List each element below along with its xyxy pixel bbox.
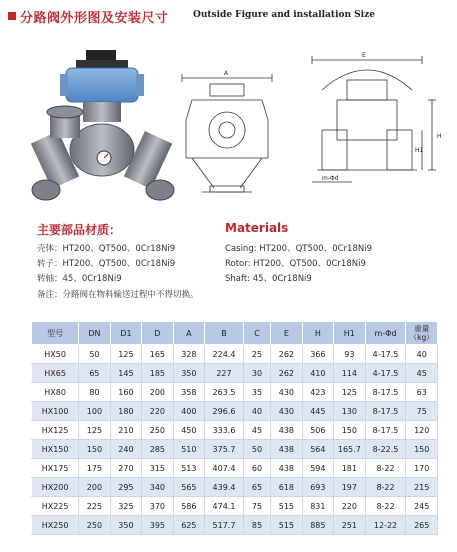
table-cell: 25 [243, 345, 270, 364]
table-row [32, 402, 438, 421]
table-row [32, 497, 438, 516]
table-cell: HX225 [32, 497, 79, 516]
col-b: B [205, 322, 244, 345]
table-cell: 8-22 [365, 459, 406, 478]
material-shaft-en: Shaft: 45、0Cr18Ni9 [225, 274, 312, 284]
table-cell: 328 [173, 345, 204, 364]
table-cell: 265 [406, 516, 438, 535]
table-cell: 80 [79, 383, 110, 402]
title-chinese: 分路阀外形图及安装尺寸 [20, 11, 169, 26]
material-rotor-en: Rotor: HT200、QT500、0Cr18Ni9 [225, 259, 366, 269]
table-cell: 181 [334, 459, 365, 478]
table-cell: 40 [406, 345, 438, 364]
col-c: C [243, 322, 270, 345]
table-cell: 285 [142, 440, 173, 459]
table-cell: 120 [406, 421, 438, 440]
table-cell: 245 [406, 497, 438, 516]
table-cell: 262 [271, 364, 302, 383]
table-cell: 165 [142, 345, 173, 364]
table-cell: 63 [406, 383, 438, 402]
table-cell: 586 [173, 497, 204, 516]
table-cell: 517.7 [205, 516, 244, 535]
table-cell: 564 [302, 440, 333, 459]
table-cell: 200 [142, 383, 173, 402]
table-cell: 296.6 [205, 402, 244, 421]
table-cell: HX200 [32, 478, 79, 497]
table-row [32, 421, 438, 440]
table-cell: 8-17.5 [365, 421, 406, 440]
table-cell: 150 [79, 440, 110, 459]
materials-title-cn: 主要部品材质： [37, 223, 122, 237]
col-a: A [173, 322, 204, 345]
table-row [32, 345, 438, 364]
table-cell: 160 [110, 383, 141, 402]
table-cell: 438 [271, 421, 302, 440]
table-cell: 85 [243, 516, 270, 535]
table-cell: 197 [334, 478, 365, 497]
table-cell: 438 [271, 459, 302, 478]
dim-md: m-Φd [322, 175, 339, 182]
table-cell: 474.1 [205, 497, 244, 516]
col-bolt: m-Φd [365, 322, 406, 345]
table-cell: 250 [79, 516, 110, 535]
table-cell: 515 [271, 516, 302, 535]
dim-h: H [437, 133, 442, 140]
table-cell: 270 [110, 459, 141, 478]
dim-h1: H1 [415, 147, 424, 154]
table-cell: 333.6 [205, 421, 244, 440]
table-cell: 60 [243, 459, 270, 478]
table-cell: 185 [142, 364, 173, 383]
col-d: D [142, 322, 173, 345]
col-h1: H1 [334, 322, 365, 345]
table-cell: 263.5 [205, 383, 244, 402]
table-cell: 295 [110, 478, 141, 497]
table-cell: 8-17.5 [365, 383, 406, 402]
table-cell: 410 [302, 364, 333, 383]
table-cell: 506 [302, 421, 333, 440]
col-dn: DN [79, 322, 110, 345]
page-header [8, 6, 453, 28]
table-cell: 439.4 [205, 478, 244, 497]
table-cell: 4-17.5 [365, 345, 406, 364]
table-cell: 210 [110, 421, 141, 440]
table-cell: 130 [334, 402, 365, 421]
table-cell: 513 [173, 459, 204, 478]
table-cell: 150 [406, 440, 438, 459]
table-cell: 65 [243, 478, 270, 497]
table-row [32, 440, 438, 459]
table-cell: 220 [142, 402, 173, 421]
table-cell: 400 [173, 402, 204, 421]
material-casing-en: Casing: HT200、QT500、0Cr18Ni9 [225, 244, 372, 254]
table-cell: 65 [79, 364, 110, 383]
table-cell: 445 [302, 402, 333, 421]
table-cell: 93 [334, 345, 365, 364]
table-cell: HX80 [32, 383, 79, 402]
table-row [32, 459, 438, 478]
col-h: H [302, 322, 333, 345]
table-cell: 358 [173, 383, 204, 402]
table-cell: 200 [79, 478, 110, 497]
table-cell: 831 [302, 497, 333, 516]
table-cell: 450 [173, 421, 204, 440]
table-cell: 8-22.5 [365, 440, 406, 459]
table-cell: 220 [334, 497, 365, 516]
red-square-bullet-icon [8, 12, 16, 20]
table-cell: 50 [243, 440, 270, 459]
col-e: E [271, 322, 302, 345]
table-cell: 325 [110, 497, 141, 516]
table-cell: 150 [334, 421, 365, 440]
materials-title-en: Materials [225, 221, 289, 235]
table-cell: 215 [406, 478, 438, 497]
table-cell: 375.7 [205, 440, 244, 459]
table-cell: 225 [79, 497, 110, 516]
table-cell: 395 [142, 516, 173, 535]
table-cell: 407.4 [205, 459, 244, 478]
table-cell: 423 [302, 383, 333, 402]
table-cell: 625 [173, 516, 204, 535]
dim-a: A [224, 70, 229, 77]
table-cell: 430 [271, 383, 302, 402]
table-cell: 340 [142, 478, 173, 497]
table-cell: 35 [243, 383, 270, 402]
table-cell: 45 [406, 364, 438, 383]
table-cell: 165.7 [334, 440, 365, 459]
table-cell: 618 [271, 478, 302, 497]
table-cell: 125 [110, 345, 141, 364]
table-cell: HX175 [32, 459, 79, 478]
title-english: Outside Figure and installation Size [193, 10, 375, 20]
table-cell: 693 [302, 478, 333, 497]
material-casing-cn: 壳体：HT200、QT500、0Cr18Ni9 [37, 244, 176, 254]
table-cell: 75 [243, 497, 270, 516]
table-cell: 8-22 [365, 497, 406, 516]
table-cell: 40 [243, 402, 270, 421]
table-cell: 350 [110, 516, 141, 535]
table-cell: 125 [334, 383, 365, 402]
outline-drawing [172, 40, 452, 200]
table-cell: 565 [173, 478, 204, 497]
table-cell: 240 [110, 440, 141, 459]
table-cell: 594 [302, 459, 333, 478]
table-cell: 250 [142, 421, 173, 440]
dimension-table [31, 321, 438, 535]
table-cell: HX250 [32, 516, 79, 535]
table-row [32, 383, 438, 402]
table-header-row [32, 322, 438, 345]
table-cell: 885 [302, 516, 333, 535]
materials-note-cn: 备注：分路阀在物料输送过程中不得切换。 [37, 290, 199, 300]
table-cell: 350 [173, 364, 204, 383]
table-cell: HX65 [32, 364, 79, 383]
table-cell: 170 [406, 459, 438, 478]
table-cell: 510 [173, 440, 204, 459]
material-rotor-cn: 转子：HT200、QT500、0Cr18Ni9 [37, 259, 176, 269]
table-cell: 315 [142, 459, 173, 478]
col-d1: D1 [110, 322, 141, 345]
table-cell: 180 [110, 402, 141, 421]
table-cell: 12-22 [365, 516, 406, 535]
table-cell: 8-22 [365, 478, 406, 497]
dim-e: E [362, 52, 366, 59]
table-cell: 8-17.5 [365, 402, 406, 421]
table-cell: 438 [271, 440, 302, 459]
table-cell: 4-17.5 [365, 364, 406, 383]
table-cell: 262 [271, 345, 302, 364]
table-cell: 515 [271, 497, 302, 516]
table-row [32, 516, 438, 535]
table-row [32, 478, 438, 497]
valve-photo [28, 40, 178, 205]
table-row [32, 364, 438, 383]
table-cell: 125 [79, 421, 110, 440]
table-cell: 430 [271, 402, 302, 421]
table-cell: 45 [243, 421, 270, 440]
table-cell: 100 [79, 402, 110, 421]
table-cell: 227 [205, 364, 244, 383]
col-weight: 重量 （kg） [406, 322, 438, 345]
material-shaft-cn: 转轴：45、0Cr18Ni9 [37, 274, 122, 284]
table-cell: HX150 [32, 440, 79, 459]
table-cell: 175 [79, 459, 110, 478]
table-cell: 224.4 [205, 345, 244, 364]
table-cell: 145 [110, 364, 141, 383]
table-cell: 75 [406, 402, 438, 421]
table-cell: 50 [79, 345, 110, 364]
table-cell: 370 [142, 497, 173, 516]
table-cell: HX100 [32, 402, 79, 421]
table-cell: 366 [302, 345, 333, 364]
table-cell: HX125 [32, 421, 79, 440]
table-cell: 30 [243, 364, 270, 383]
table-cell: HX50 [32, 345, 79, 364]
col-model: 型号 [32, 322, 79, 345]
table-cell: 114 [334, 364, 365, 383]
table-cell: 251 [334, 516, 365, 535]
